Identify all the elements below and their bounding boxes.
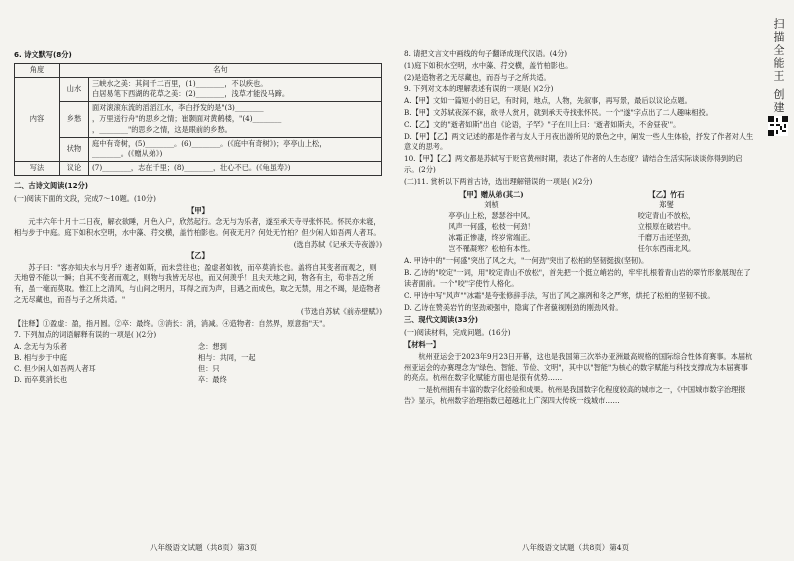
option-gloss: 相与：共同，一起 xyxy=(198,352,256,362)
table-sub-yilun: 议论 xyxy=(60,162,89,176)
q8-item-2: (2)是造物者之无尽藏也，而吾与子之所共适。 xyxy=(404,72,551,82)
q8-item-1: (1)庭下如积水空明，水中藻、荇交横，盖竹柏影也。 xyxy=(404,60,573,70)
poem-b-title: 【乙】竹石 xyxy=(648,189,685,199)
table-cell-shanshui xyxy=(89,77,382,102)
q11-option-c[interactable]: C. 甲诗中写"风声""冰霜"是夸张修辞手法，写出了风之凛冽和冬之严寒，烘托了松柏的坚韧不拔。 xyxy=(404,290,715,300)
right-footer: 八年级语文试题（共8页）第4页 xyxy=(522,542,630,552)
option-text: C. 但少闲人如吾两人者耳 xyxy=(14,363,96,373)
table-sub-xiangchou: 乡愁 xyxy=(60,102,89,137)
table-sub-zhuangwu: 状物 xyxy=(60,137,89,162)
table-sub-shanshui: 山水 xyxy=(60,77,89,102)
left-footer: 八年级语文试题（共8页）第3页 xyxy=(150,542,258,552)
poems-block xyxy=(404,190,754,255)
option-text: B. 相与步于中庭 xyxy=(14,352,67,362)
q7-option-b[interactable] xyxy=(14,353,382,364)
sec2-title: 二、古诗文阅读(12分) xyxy=(14,180,89,190)
q9-option-a[interactable]: A.【甲】文如一篇短小的日记，有时间，地点，人物，先叙事，再写景，最后以议论点题。 xyxy=(404,96,692,106)
table-header-lines: 名句 xyxy=(60,63,382,77)
material-1-text-2: 一是杭州拥有丰富的数字化经验和成果。杭州是我国数字化程度较高的城市之一，《中国城市数字治理报告》显示，杭州数字治理指数已超越北上广深四大传统一线城市…… xyxy=(404,385,746,405)
table-line: 三峡水之美：其间千二百里，(1)________，不以疾也。 xyxy=(92,78,268,88)
option-text: A. 念无与为乐者 xyxy=(14,342,67,352)
option-gloss: 念：想到 xyxy=(198,342,227,352)
option-gloss: 但：只 xyxy=(198,363,220,373)
poem-a-author: 刘桢 xyxy=(484,200,499,210)
table-line: 面对滚滚东流的滔滔江水，李白抒发的是"(3)________ xyxy=(92,103,264,113)
table-cat-content: 内容 xyxy=(15,77,60,162)
q7-option-d[interactable] xyxy=(14,375,382,386)
yi-label: 【乙】 xyxy=(187,250,209,260)
q8-stem: 8. 请把文言文中画线的句子翻译成现代汉语。(4分) xyxy=(404,49,568,58)
table-cell-xiangchou xyxy=(89,102,382,137)
material-1-label: 【材料一】 xyxy=(404,339,440,349)
qr-code-icon xyxy=(768,116,788,136)
option-gloss: 卒：最终 xyxy=(198,374,227,384)
table-cell-yilun: (7)________，志在千里；(8)________，壮心不已。(《龟虽寿》) xyxy=(89,162,382,176)
q7-option-a[interactable] xyxy=(14,342,382,353)
poem-line: 岂不罹凝寒？松柏有本性。 xyxy=(448,243,535,253)
poem-line: 冰霜正惨凄，终岁常端正。 xyxy=(448,232,535,242)
q11-option-a[interactable]: A. 甲诗中的"一何盛"突出了风之大，"一何劲"突出了松柏的坚韧挺拔(坚韧)。 xyxy=(404,256,649,266)
table-cell-zhuangwu xyxy=(89,137,382,162)
table-line: ，________"的思乡之情，这是眼前的乡愁。 xyxy=(92,124,232,134)
scanner-brand-text: 扫描全能王 创建 xyxy=(772,18,785,115)
sec3-intro: (一)阅读材料，完成问题。(16分) xyxy=(404,328,511,338)
scanner-watermark xyxy=(762,0,794,561)
poem-line: 风声一何盛，松枝一何劲！ xyxy=(448,221,535,231)
material-1-text: 杭州亚运会于2023年9月23日开幕，这也是我国第三次举办亚洲最高规格的国际综合性体育赛事。本届杭州亚运会的办赛理念为"绿色、智能、节俭、文明"，其中以"智能"为核心的数字赋能与科技支撑成为本届赛事的亮点。杭州在数字化赋能方面也是很有优势…… xyxy=(404,351,753,383)
annotation-note: 【注释】①盈虚：盈，指月圆。②卒：最终。③消长：消，消减。④造物者：自然界，原意指"天"。 xyxy=(14,318,330,328)
q9-stem: 9. 下列对文本的理解表述有误的一项是( )(2分) xyxy=(404,84,554,94)
q9-option-c[interactable]: C.【乙】文的"逝者如斯"出自《论语，子罕》"子在川上曰：'逝者如斯夫，不舍昼夜'"。 xyxy=(404,119,681,129)
sec3-title: 三、现代文阅读(33分) xyxy=(404,315,479,325)
q11-option-b[interactable]: B. 乙诗的"咬定"一词，用"咬定青山不放松"，首先把一个挺立峭岩的，牢牢扎根着青山岩的翠竹形象展现在了读者面前。一个"咬"字使竹人格化。 xyxy=(404,268,751,288)
left-page xyxy=(0,0,392,561)
q7-stem: 7. 下列加点的词语解释有误的一项是( )(2分) xyxy=(14,330,157,340)
poem-a xyxy=(404,190,579,255)
q9-option-d[interactable]: D.【甲】【乙】两文记述的都是作者与友人于月夜出游所见的景色之中，阐发一些人生体验，抒发了作者对人生意义的思考。 xyxy=(404,131,754,152)
poem-line: 立根原在破岩中。 xyxy=(637,221,696,231)
sec2-intro: (一)阅读下面的文段，完成7～10题。(10分) xyxy=(14,193,156,203)
table-cat-writing: 写法 xyxy=(15,162,60,176)
yi-text: 苏子曰："客亦知夫水与月乎？逝者如斯，而未尝往也；盈虚者如彼，而卒莫消长也。盖将自其变者而观之，则天地曾不能以一瞬；自其不变者而观之，则物与我皆无尽也，而又何羡乎！且夫天地之间，物各有主，苟非吾之所有，虽一毫而莫取。惟江上之清风，与山间之明月，耳得之而为声，目遇之而成色，取之无禁，用之不竭，是造物者之无尽藏也，而吾与子之所共适。" xyxy=(14,262,381,304)
poem-line: 千磨万击还坚劲， xyxy=(637,232,696,242)
poem-line: 亭亭山上松，瑟瑟谷中风。 xyxy=(448,211,535,221)
poem-table xyxy=(14,63,382,176)
q9-option-b[interactable]: B.【甲】文苏轼夜深不寐，欲寻人赏月，就到承天寺找张怀民。一个"遂"字点出了二人趣味相投。 xyxy=(404,107,713,117)
q7-option-c[interactable] xyxy=(14,364,382,375)
right-page xyxy=(392,0,762,561)
option-text: D. 而卒莫消长也 xyxy=(14,374,68,384)
q10-stem: 10.【甲】【乙】两文都是苏轼写于贬官黄州时期，表达了作者的人生态度？请结合生活实际谈谈你得到的启示。(2分) xyxy=(404,154,743,174)
yi-source: (节选自苏轼《前赤壁赋》) xyxy=(300,306,382,316)
jia-label: 【甲】 xyxy=(187,205,209,215)
table-header-angle: 角度 xyxy=(15,63,60,77)
jia-source: (选自苏轼《记承天寺夜游》) xyxy=(293,239,382,249)
poem-b xyxy=(579,190,754,255)
table-line: ________。(《赠从弟》) xyxy=(92,149,163,159)
poem-b-author: 郑燮 xyxy=(659,200,674,210)
table-line: ，万里送行舟"的思乡之情；崔颢面对黄鹤楼，"(4)________ xyxy=(92,113,282,123)
poem-line: 咬定青山不放松， xyxy=(637,211,696,221)
poem-line: 任尔东西南北风。 xyxy=(637,243,696,253)
jia-text: 元丰六年十月十二日夜，解衣欲睡，月色入户，欣然起行。念无与为乐者，遂至承天寺寻张怀民。怀民亦未寝，相与步于中庭。庭下如积水空明，水中藻、荇交横，盖竹柏影也。何夜无月？何处无竹柏？但少闲人如吾两人者耳。 xyxy=(14,217,381,238)
table-line: 白居易笔下西湖的花草之美：(2)________，浅草才能没马蹄。 xyxy=(92,89,290,99)
q6-title: 6. 诗文默写(8分) xyxy=(14,50,72,59)
q11-option-d[interactable]: D. 乙诗在赞美岩竹的坚劲顽强中，隐寓了作者藐视刚劲的刚劲风骨。 xyxy=(404,302,623,312)
q11-stem: (二)11. 赏析以下两首古诗，选出理解错误的一项是( )(2分) xyxy=(404,176,593,186)
table-line: 庭中有奇树，(5)________。(6)________。(《庭中有奇树》)；亭亭山上松， xyxy=(92,138,327,148)
q7-options xyxy=(14,342,382,385)
poem-a-title: 【甲】赠从弟(其二) xyxy=(459,189,524,199)
